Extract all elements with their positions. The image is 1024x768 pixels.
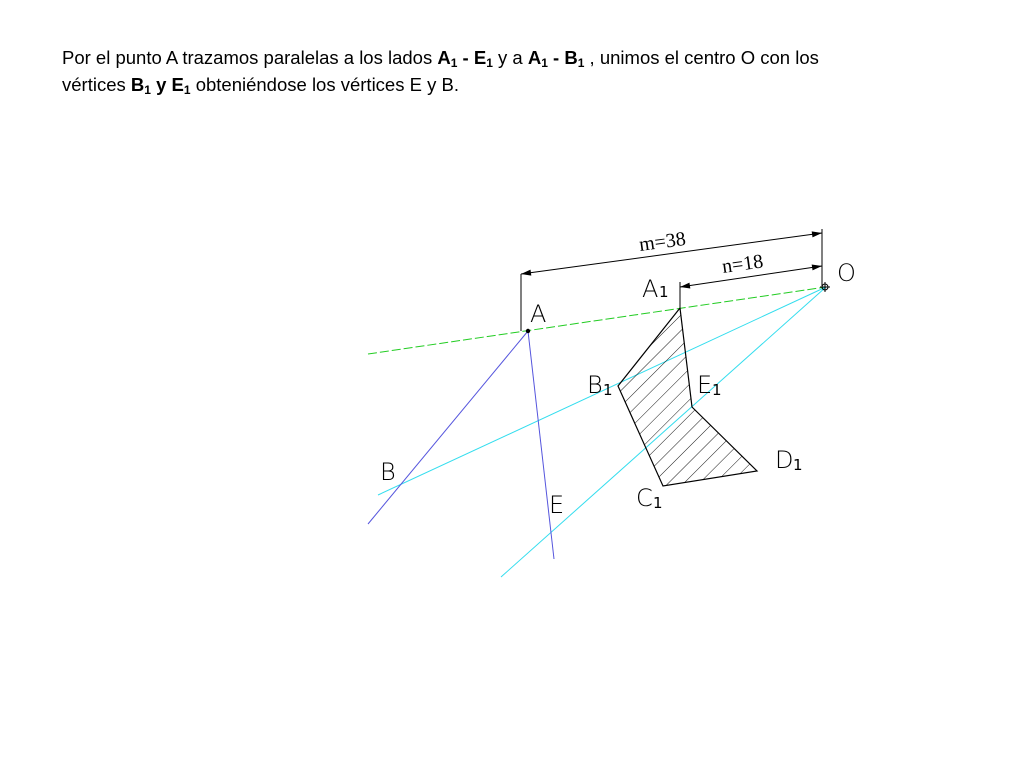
- point-a-marker: [526, 329, 530, 333]
- caption-a1: A: [527, 47, 542, 68]
- caption-text: y a: [492, 47, 528, 68]
- caption-a1-sub: 1: [450, 56, 458, 70]
- label-e: E: [549, 491, 565, 519]
- label-c1: C: [636, 484, 653, 512]
- parallel-line-green: [368, 287, 826, 354]
- caption-e1-sub: 1: [486, 56, 493, 70]
- caption-b1-sub: 1: [577, 56, 585, 70]
- caption-b1-sub: 1: [144, 83, 151, 97]
- hatched-polygon: [618, 308, 757, 486]
- caption-text: Por el punto A trazamos paralelas a los lados: [62, 47, 438, 68]
- caption-text: vértices: [62, 74, 131, 95]
- dimension-label-m: m=38: [637, 227, 688, 256]
- caption-text: , unimos el centro O con los: [584, 47, 819, 68]
- label-e1: E: [697, 371, 713, 399]
- label-b1-sub: 1: [603, 381, 613, 399]
- label-a1: A: [642, 275, 659, 303]
- caption-b1: - B: [547, 47, 578, 68]
- label-o: O: [837, 259, 856, 287]
- label-d1: D: [775, 446, 794, 474]
- label-d1-sub: 1: [793, 456, 803, 474]
- caption-a1-sub: 1: [541, 56, 548, 70]
- caption-e1: y E: [150, 74, 184, 95]
- side-line-a-b: [368, 331, 528, 524]
- label-b: B: [380, 458, 396, 486]
- caption-text: obteniéndose los vértices E y B.: [190, 74, 459, 95]
- caption-e1: - E: [457, 47, 487, 68]
- dimension-label-n: n=18: [720, 250, 765, 278]
- label-a: A: [530, 300, 547, 328]
- label-e1-sub: 1: [712, 381, 722, 399]
- label-b1: B: [587, 371, 603, 399]
- caption-b1: B: [130, 74, 145, 95]
- side-line-a-e: [528, 331, 554, 559]
- caption-e1-sub: 1: [183, 83, 191, 97]
- label-c1-sub: 1: [653, 494, 663, 512]
- caption-a1: A: [437, 47, 451, 68]
- label-a1-sub: 1: [659, 283, 669, 301]
